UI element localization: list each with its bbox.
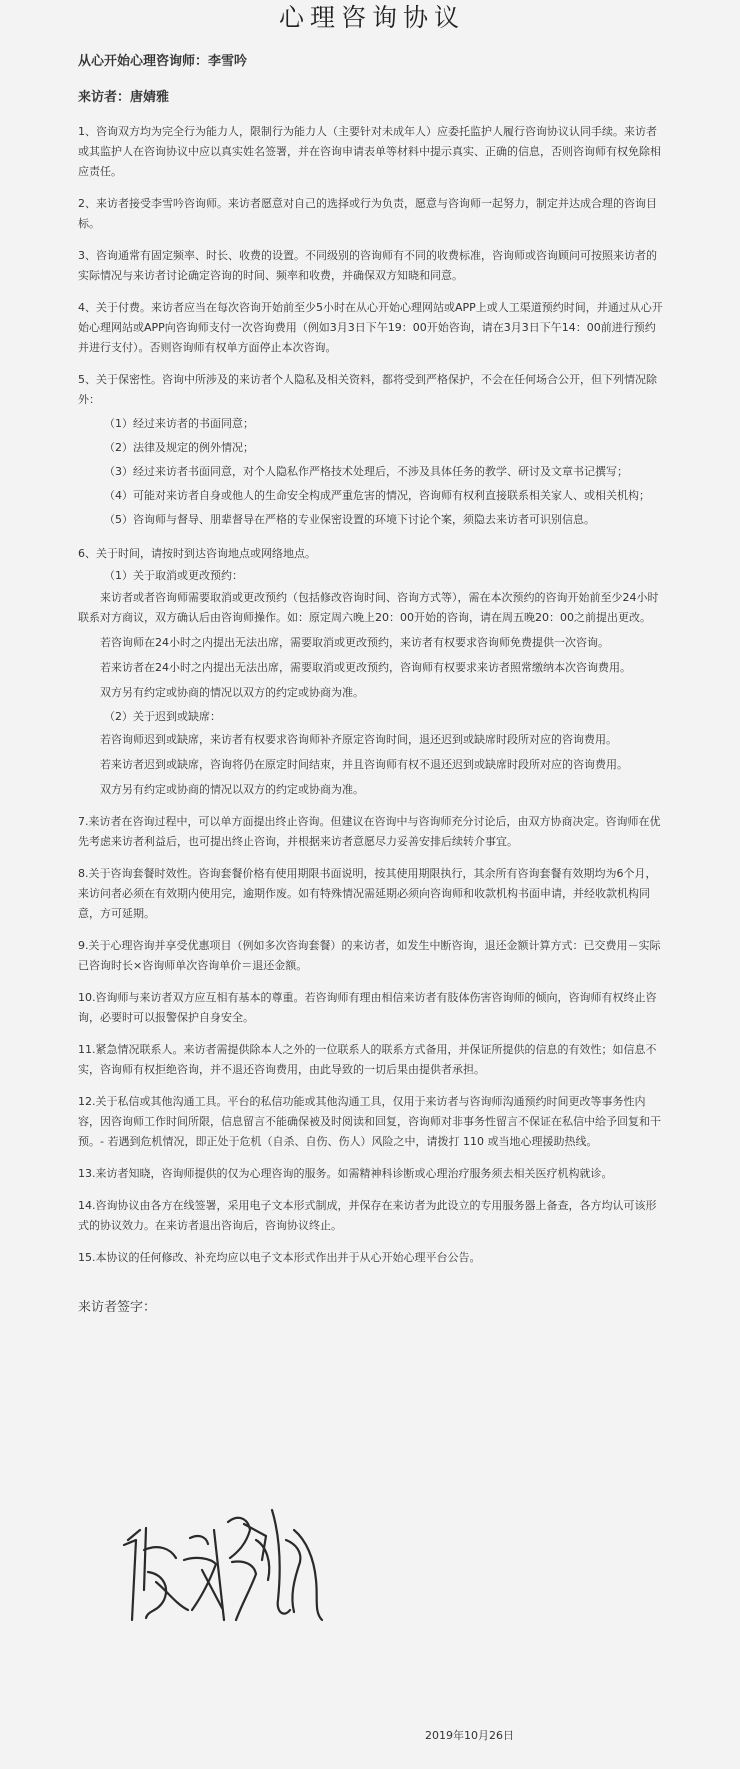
clause-10: 10.咨询师与来访者双方应互相有基本的尊重。若咨询师有理由相信来访者有肢体伤害咨询师的倾向，咨询师有权终止咨询，必要时可以报警保护自身安全。 bbox=[78, 991, 657, 1024]
clause-9: 9.关于心理咨询并享受优惠项目（例如多次咨询套餐）的来访者，如发生中断咨询，退还金额计算方式：已交费用－实际已咨询时长×咨询师单次咨询单价＝退还金额。 bbox=[78, 939, 661, 972]
document-title: 心理咨询协议 bbox=[278, 3, 465, 32]
clause-13: 13.来访者知晓，咨询师提供的仅为心理咨询的服务。如需精神科诊断或心理治疗服务须去相关医疗机构就诊。 bbox=[78, 1167, 613, 1180]
clause-5-item: （4）可能对来访者自身或他人的生命安全构成严重危害的情况，咨询师有权利直接联系相关家人、或相关机构； bbox=[104, 489, 650, 502]
clause-5-item: （2）法律及规定的例外情况； bbox=[104, 441, 254, 454]
clause-5-group bbox=[78, 370, 666, 532]
clause-7: 7.来访者在咨询过程中，可以单方面提出终止咨询。但建议在咨询中与咨询师充分讨论后，由双方协商决定。咨询师在优先考虑来访者利益后，也可提出终止咨询，并根据来访者意愿尽力妥善安排后续转介事宜。 bbox=[78, 815, 661, 848]
clause-12: 12.关于私信或其他沟通工具。平台的私信功能或其他沟通工具，仅用于来访者与咨询师沟通预约时间更改等事务性内容，因咨询师工作时间所限，信息留言不能确保被及时阅读和回复，咨询师对非事务性留言不保证在私信中给予回复和干预。- 若遇到危机情况，即正处于危机（自杀、自伤、伤人）风险之中，请拨打 110 或当地心理援助热线。 bbox=[78, 1095, 661, 1148]
clause-6-sub1-par: 若咨询师在24小时之内提出无法出席，需要取消或更改预约，来访者有权要求咨询师免费提供一次咨询。 bbox=[100, 636, 609, 649]
clause-6-sub2-par: 若咨询师迟到或缺席，来访者有权要求咨询师补齐原定咨询时间，退还迟到或缺席时段所对应的咨询费用。 bbox=[100, 733, 617, 746]
client-line: 来访者：唐婧雅 bbox=[78, 90, 170, 105]
clause-6-sub1-title: （1）关于取消或更改预约： bbox=[104, 569, 243, 582]
clause-6-sub1-par: 来访者或者咨询师需要取消或更改预约（包括修改咨询时间、咨询方式等），需在本次预约的咨询开始前至少24小时联系对方商议，双方确认后由咨询师操作。如：原定周六晚上20：00开始的咨询，请在周五晚20：00之前提出更改。 bbox=[78, 591, 659, 624]
clause-6-sub2-title: （2）关于迟到或缺席： bbox=[104, 710, 221, 723]
clause-6-sub1-par: 若来访者在24小时之内提出无法出席，需要取消或更改预约，咨询师有权要求来访者照常缴纳本次咨询费用。 bbox=[100, 661, 631, 674]
clause-6-sub1-par: 双方另有约定或协商的情况以双方的约定或协商为准。 bbox=[100, 686, 364, 699]
clause-5-item: （1）经过来访者的书面同意； bbox=[104, 417, 254, 430]
signing-date: 2019年10月26日 bbox=[425, 1729, 514, 1742]
clause-11: 11.紧急情况联系人。来访者需提供除本人之外的一位联系人的联系方式备用，并保证所提供的信息的有效性；如信息不实，咨询师有权拒绝咨询，并不退还咨询费用，由此导致的一切后果由提供者承担。 bbox=[78, 1043, 657, 1076]
signature-label: 来访者签字： bbox=[78, 1300, 157, 1315]
clause-2: 2、来访者接受李雪吟咨询师。来访者愿意对自己的选择或行为负责，愿意与咨询师一起努力，制定并达成合理的咨询目标。 bbox=[78, 197, 657, 230]
handwritten-signature bbox=[118, 1500, 338, 1640]
clause-6: 6、关于时间，请按时到达咨询地点或网络地点。 bbox=[78, 547, 316, 560]
clause-4: 4、关于付费。来访者应当在每次咨询开始前至少5小时在从心开始心理网站或APP上或人工渠道预约时间，并通过从心开始心理网站或APP向咨询师支付一次咨询费用（例如3月3日下午19：00开始咨询，请在3月3日下午14：00前进行预约并进行支付）。否则咨询师有权单方面停止本次咨询。 bbox=[78, 301, 663, 354]
clause-5-item: （5）咨询师与督导、朋辈督导在严格的专业保密设置的环境下讨论个案，须隐去来访者可识别信息。 bbox=[104, 513, 595, 526]
clause-5-item: （3）经过来访者书面同意，对个人隐私作严格技术处理后，不涉及具体任务的教学、研讨及文章书记撰写； bbox=[104, 465, 628, 478]
clause-list bbox=[78, 122, 666, 1268]
clause-14: 14.咨询协议由各方在线签署，采用电子文本形式制成，并保存在来访者为此设立的专用服务器上备查，各方均认可该形式的协议效力。在来访者退出咨询后，咨询协议终止。 bbox=[78, 1199, 657, 1232]
clause-6-group bbox=[78, 544, 666, 800]
clause-6-sub2-par: 双方另有约定或协商的情况以双方的约定或协商为准。 bbox=[100, 783, 364, 796]
counselor-line: 从心开始心理咨询师：李雪吟 bbox=[78, 54, 248, 69]
clause-6-sub2-par: 若来访者迟到或缺席，咨询将仍在原定时间结束，并且咨询师有权不退还迟到或缺席时段所对应的咨询费用。 bbox=[100, 758, 628, 771]
clause-5: 5、关于保密性。咨询中所涉及的来访者个人隐私及相关资料，都将受到严格保护，不会在任何场合公开，但下列情况除外： bbox=[78, 373, 657, 406]
clause-8: 8.关于咨询套餐时效性。咨询套餐价格有使用期限书面说明，按其使用期限执行，其余所有咨询套餐有效期均为6个月，来访问者必须在有效期内使用完，逾期作废。如有特殊情况需延期必须向咨询师和收款机构书面申请，并经收款机构同意，方可延期。 bbox=[78, 867, 657, 920]
clause-1: 1、咨询双方均为完全行为能力人，限制行为能力人（主要针对未成年人）应委托监护人履行咨询协议认同手续。来访者或其监护人在咨询协议中应以真实姓名签署，并在咨询申请表单等材料中提示真实、正确的信息，否则咨询师有权免除相应责任。 bbox=[78, 125, 661, 178]
clause-15: 15.本协议的任何修改、补充均应以电子文本形式作出并于从心开始心理平台公告。 bbox=[78, 1251, 481, 1264]
clause-3: 3、咨询通常有固定频率、时长、收费的设置。不同级别的咨询师有不同的收费标准，咨询师或咨询顾问可按照来访者的实际情况与来访者讨论确定咨询的时间、频率和收费，并确保双方知晓和同意。 bbox=[78, 249, 657, 282]
